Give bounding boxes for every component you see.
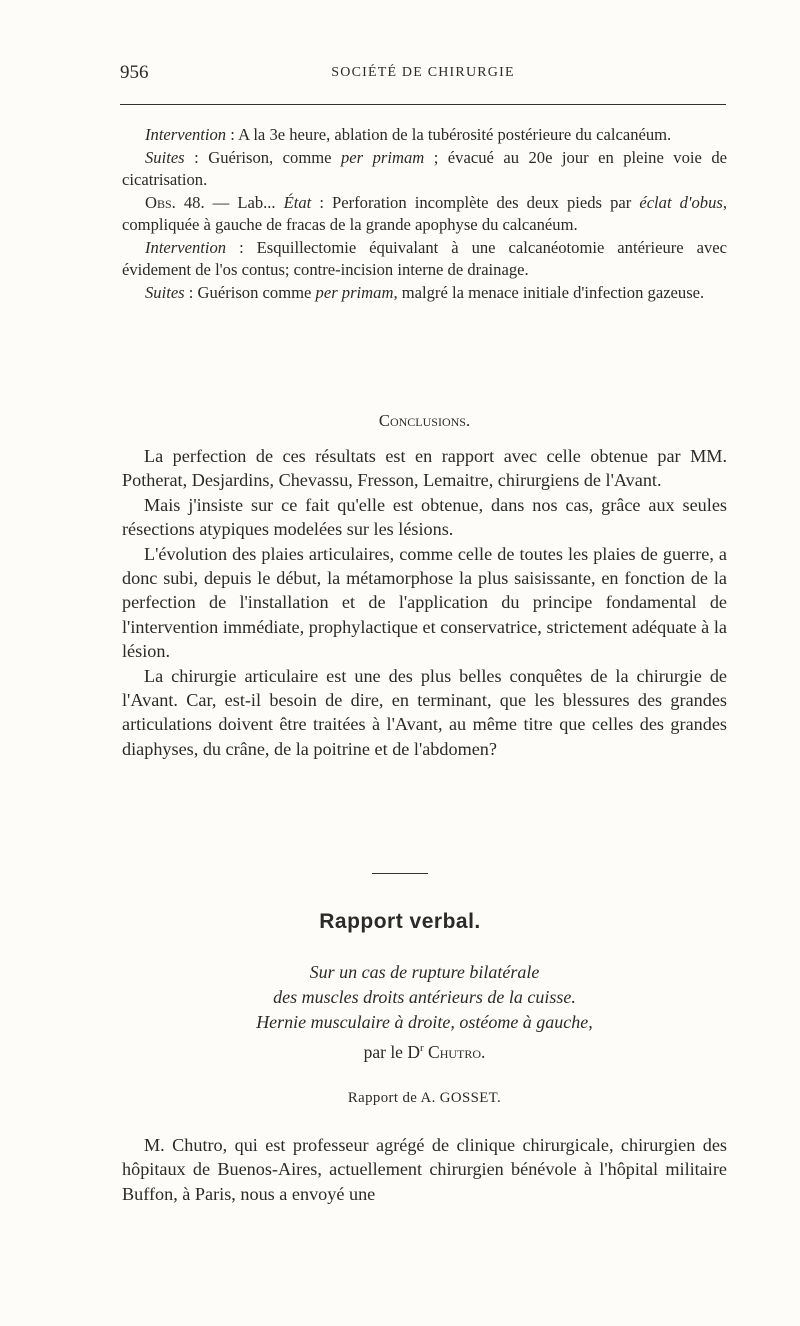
conclusions-heading-block — [122, 410, 727, 433]
report-subtitle — [122, 960, 727, 1035]
text: , compliquée à gauche de fracas de la grande apophyse du calcanéum. — [122, 192, 727, 234]
report-body — [122, 1133, 727, 1206]
case-note-paragraph — [122, 124, 727, 147]
text: ; évacué au 20e jour en pleine voie de cicatrisation. — [122, 147, 727, 189]
case-note-paragraph — [122, 147, 727, 192]
case-note-paragraph — [122, 192, 727, 237]
text: : Guérison, comme — [184, 147, 341, 167]
section-separator — [372, 873, 428, 874]
body-paragraph: La perfection de ces résultats est en rapport avec celle obtenue par MM. Potherat, Desjardins, Chevassu, Fresson, Lemaitre, chirurgiens de l'Avant. — [122, 446, 727, 491]
case-note-paragraph — [122, 282, 727, 305]
subtitle-line: Hernie musculaire à droite, ostéome à gauche, — [256, 1012, 593, 1032]
label: État — [283, 192, 312, 212]
page-number: 956 — [120, 62, 149, 83]
author-name: Chutro. — [428, 1042, 486, 1062]
text: : Esquillectomie équivalant à une calcanéotomie antérieure avec évidement de l'os contus; contre-incision interne de drainage. — [122, 237, 727, 279]
obs-label: Obs. — [145, 192, 176, 212]
text: : Guérison comme — [184, 282, 316, 302]
case-note-paragraph — [122, 237, 727, 282]
section-heading: Conclusions. — [378, 411, 471, 430]
body-paragraph: La chirurgie articulaire est une des plus belles conquêtes de la chirurgie de l'Avant. Car, est-il besoin de dire, en terminant, que les blessures des grandes articulations doivent être traitées à l'Avant, au même titre que celles des grandes diaphyses, du crâne, de la poitrine et de l'abdomen? — [122, 665, 727, 759]
text: 48. — Lab... — [175, 192, 284, 212]
body-paragraph: Mais j'insiste sur ce fait qu'elle est obtenue, dans nos cas, grâce aux seules résections atypiques modelées sur les lésions. — [122, 494, 727, 540]
label: Suites — [145, 282, 185, 302]
byline-sup: r — [419, 1042, 424, 1055]
label: Suites — [145, 147, 185, 167]
page-header — [120, 62, 726, 92]
subtitle-line: des muscles droits antérieurs de la cuisse. — [273, 987, 576, 1007]
author-byline — [122, 1042, 727, 1063]
header-rule — [120, 104, 726, 105]
body-paragraph: L'évolution des plaies articulaires, comme celle de toutes les plaies de guerre, a donc subi, depuis le début, la métamorphose la plus saisissante, en fonction de la perfection de l'installation et de l'application du principe fondamental de l'intervention immédiate, prophylactique et conservatrice, strictement adéquate à la lésion. — [122, 543, 727, 662]
byline-prefix: par le D — [363, 1042, 420, 1062]
rapporteur-line: Rapport de A. GOSSET. — [347, 1090, 502, 1106]
label: Intervention — [145, 125, 227, 144]
text: : Perforation incomplète des deux pieds par — [311, 192, 640, 212]
label: Intervention — [145, 237, 227, 257]
text: : A la 3e heure, ablation de la tubérosité postérieure du calcanéum. — [226, 125, 672, 144]
latin-term: per primam — [315, 282, 394, 302]
subtitle-line: Sur un cas de rupture bilatérale — [309, 962, 540, 982]
case-notes — [122, 124, 727, 304]
running-title: SOCIÉTÉ DE CHIRURGIE — [331, 65, 515, 80]
italic-term: éclat d'obus — [639, 192, 723, 212]
body-paragraph: M. Chutro, qui est professeur agrégé de clinique chirurgicale, chirurgien des hôpitaux de Buenos-Aires, actuellement chirurgien bénévole à l'hôpital militaire Buffon, à Paris, nous a envoyé une — [122, 1135, 727, 1204]
latin-term: per primam — [341, 147, 425, 167]
conclusions-body — [122, 444, 727, 761]
report-heading: Rapport verbal. — [319, 910, 481, 933]
text: , malgré la menace initiale d'infection gazeuse. — [393, 282, 705, 302]
